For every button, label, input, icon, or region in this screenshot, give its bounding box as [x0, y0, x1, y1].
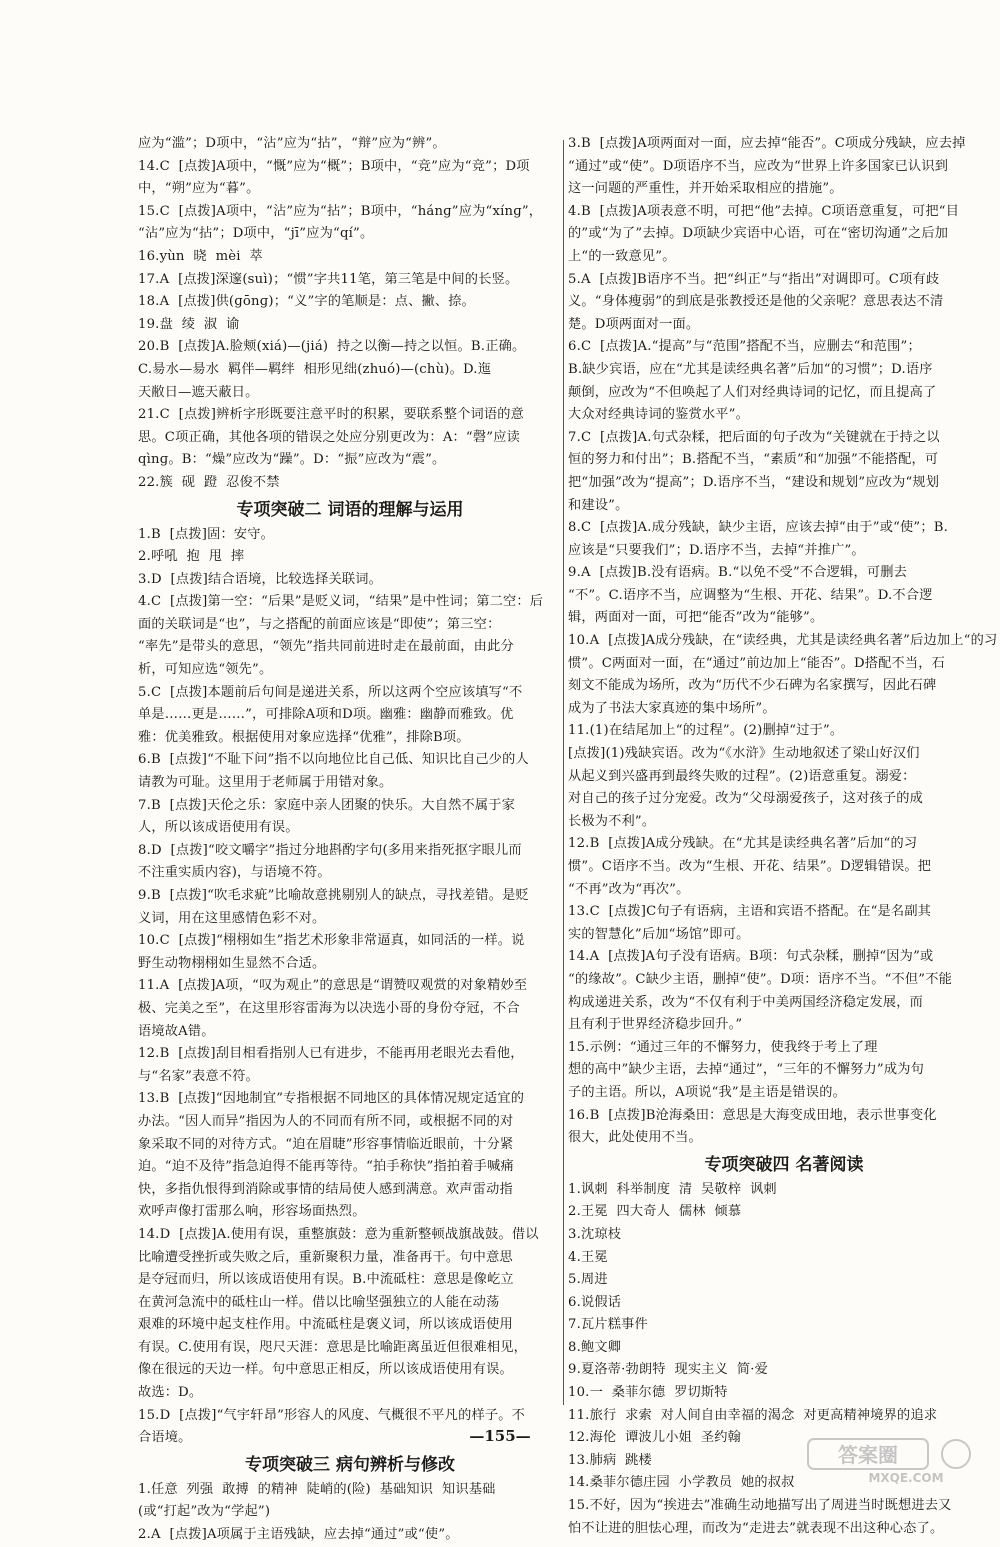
- answer-line: 5.A [点拨]B语序不当。把“纠正”与“指出”对调即可。C项有歧: [568, 271, 940, 287]
- answer-line: 14.桑菲尔德庄园 小学教员 她的叔叔: [568, 1475, 795, 1491]
- watermark-url: MXQE.COM: [868, 1471, 944, 1485]
- answer-line: 迫。“迫不及待”指急迫得不能再等待。“拍手称快”指拍着手喊痛: [138, 1159, 514, 1175]
- answer-line: 13.B [点拨]“因地制宜”专指根据不同地区的具体情况规定适宜的: [138, 1091, 525, 1107]
- answer-line: 长极为不利”。: [568, 813, 656, 829]
- answer-line: 思。C项正确，其他各项的错误之处应分别更改为：A：“磬”应读: [138, 429, 520, 445]
- answer-line: 21.C [点拨]辨析字形既要注意平时的积累，要联系整个词语的意: [138, 407, 525, 423]
- answer-line: 办法。“因人而异”指因为人的不同而有所不同，或根据不同的对: [138, 1113, 514, 1129]
- answer-line: 惯”。C语序不当。改为“生根、开花、结果”。D逻辑错误。把: [568, 859, 932, 874]
- answer-line: 11.旅行 求索 对人间自由幸福的渴念 对更高精神境界的追求: [568, 1407, 938, 1423]
- answer-line: 的”或“为了”去掉。D项缺少宾语中心语，可在“密切沟通”之后加: [568, 226, 949, 242]
- section-heading: 专项突破二 词语的理解与运用: [236, 499, 464, 520]
- answer-line: 对自己的孩子过分宠爱。改为“父母溺爱孩子，这对孩子的成: [568, 791, 924, 807]
- answer-line: 恒的努力和付出”；B.搭配不当，“素质”和“加强”不能搭配，可: [568, 452, 939, 468]
- answer-line: 语境故A错。: [138, 1023, 215, 1039]
- answer-line: “不”。C.语序不当，应调整为“生根、开花、结果”。D.不合逻: [568, 587, 933, 603]
- answer-line: 9.A [点拨]B.没有语病。B.“以免不受”不合逻辑，可删去: [568, 565, 907, 581]
- column-divider: [563, 140, 564, 1405]
- answer-line: 实的智慧化”后加“场馆”即可。: [568, 926, 750, 942]
- answer-line: 17.A [点拨]深邃(suì)；“惯”字共11笔，第三笔是中间的长竖。: [138, 271, 519, 287]
- answer-line: 成为了书法大家真迹的集中场所”。: [568, 700, 776, 716]
- answer-line: “通过”或“使”。D项语序不当，应改为“世界上许多国家已认识到: [568, 158, 949, 174]
- answer-line: 1.B [点拨]固：安守。: [138, 526, 275, 542]
- answer-line: 10.一 桑菲尔德 罗切斯特: [568, 1385, 728, 1401]
- answer-line: 2.A [点拨]A项属于主语残缺，应去掉“通过”或“使”。: [138, 1527, 459, 1543]
- answer-line: 辑，两面对一面，可把“能否”改为“能够”。: [568, 610, 824, 626]
- answer-line: 8.鲍文卿: [568, 1339, 622, 1355]
- answer-line: 怕不让进的胆怯心理，而改为“走进去”就表现不出这种心态了。: [568, 1520, 944, 1536]
- answer-line: 7.瓦片糕事件: [568, 1317, 648, 1333]
- answer-line: “的缘故”。C缺少主语，删掉“使”。D项：语序不当。“不但”不能: [568, 971, 953, 987]
- answer-line: 象采取不同的对待方式。“迫在眉睫”形容事情临近眼前，十分紧: [138, 1136, 514, 1152]
- answer-line: 这一问题的严重性，并开始采取相应的措施”。: [568, 181, 843, 197]
- answer-line: 7.C [点拨]A.句式杂糅，把后面的句子改为“关键就在于持之以: [568, 429, 940, 445]
- watermark-text: 答案圈: [838, 1443, 898, 1467]
- answer-line: 8.C [点拨]A.成分残缺，缺少主语，应该去掉“由于”或“使”；B.: [568, 520, 949, 536]
- answer-line: 10.C [点拨]“栩栩如生”指艺术形象非常逼真，如同活的一样。说: [138, 933, 525, 949]
- answer-line: 18.A [点拨]供(ɡōnɡ)；“义”字的笔顺是：点、撇、捺。: [138, 294, 476, 310]
- answer-line: 中，“朔”应为“暮”。: [138, 181, 260, 197]
- answer-line: 请教为可耻。这里用于老师属于用错对象。: [138, 775, 393, 791]
- answer-line: 刻文不能成为场所，改为“历代不少石碑为名家撰写，因此石碑: [568, 678, 937, 694]
- answer-line: 楚。D项两面对一面。: [568, 316, 700, 332]
- answer-line: 4.王冕: [568, 1249, 608, 1265]
- answer-line: 16.B [点拨]B沧海桑田：意思是大海变成田地，表示世事变化: [568, 1107, 937, 1123]
- answer-line: 人，所以该成语使用有误。: [138, 820, 299, 836]
- answer-line: 22.簇 砚 蹬 忍俊不禁: [138, 474, 280, 490]
- answer-line: 合语境。: [138, 1430, 192, 1446]
- answer-line: 6.B [点拨]“不耻下问”指不以向地位比自己低、知识比自己少的人: [138, 752, 529, 768]
- answer-line: 11.(1)在结尾加上“的过程”。(2)删掉“过于”。: [568, 723, 844, 739]
- answer-line: 把“加强”改为“提高”；D.语序不当，“建设和规划”应改为“规划: [568, 474, 940, 490]
- answer-line: 14.C [点拨]A项中，“慨”应为“概”；B项中，“竞”应为“竞”；D项: [138, 158, 530, 174]
- answer-line: 8.D [点拨]“咬文嚼字”指过分地斟酌字句(多用来指死抠字眼儿而: [138, 842, 522, 858]
- answer-line: 野生动物栩栩如生显然不合适。: [138, 955, 326, 971]
- answer-line: 义。“身体瘦弱”的到底是张教授还是他的父亲呢？意思表达不清: [568, 294, 944, 310]
- answer-line: 1.讽刺 科举制度 清 吴敬梓 讽刺: [568, 1181, 777, 1197]
- answer-line: C.昜水—昜水 羁伴—羁绊 相形见绌(zhuó)—(chù)。D.迤: [138, 361, 492, 377]
- answer-line: 15.C [点拨]A项中，“沾”应为“拈”；B项中，“hánɡ”应为“xínɡ”，: [138, 203, 543, 219]
- answer-line: 很大，此处使用不当。: [568, 1130, 702, 1146]
- answer-line: 极、完美之至”，在这里形容雷海为以决选小哥的身份夺冠，不合: [138, 1000, 520, 1016]
- answer-line: 12.海伦 谭波儿小姐 圣约翰: [568, 1430, 742, 1446]
- answer-line: “不再”改为“再次”。: [568, 881, 690, 897]
- answer-line: 雅：优美雅致。根据使用对象应选择“优雅”，排除B项。: [138, 729, 470, 745]
- answer-line: 1.任意 列强 敢搏 的精神 陡峭的(险) 基础知识 知识基础: [138, 1481, 496, 1497]
- answer-line: 5.C [点拨]本题前后句间是递进关系，所以这两个空应该填写“不: [138, 684, 523, 700]
- answer-line: 面的关联词是“也”，与之搭配的前面应该是“即使”；第三空：: [138, 616, 501, 632]
- answer-line: 子的主语。所以，A项说“我”是主语是错误的。: [568, 1084, 846, 1100]
- answer-line: 12.B [点拨]刮目相看指别人已有进步，不能再用老眼光去看他，: [138, 1046, 524, 1062]
- answer-line: “沾”应为“拈”；D项中，“jī”应为“qí”。: [138, 226, 374, 242]
- answer-line: [点拨](1)残缺宾语。改为“《水浒》生动地叙述了梁山好汉们: [568, 746, 920, 762]
- answer-line: 13.C [点拨]C句子有语病，主语和宾语不搭配。在“是名副其: [568, 904, 932, 920]
- answer-line: 与“名家”表意不符。: [138, 1068, 259, 1084]
- answer-line: 6.C [点拨]A.“提高”与“范围”搭配不当，应删去“和范围”；: [568, 339, 921, 355]
- answer-line: 19.盘 绫 淑 谕: [138, 316, 240, 332]
- answer-line: qìnɡ。B：“燥”应改为“躁”。D：“振”应改为“震”。: [138, 452, 446, 468]
- answer-line: (或“打起”改为“学起”): [138, 1504, 271, 1520]
- answer-line: 11.A [点拨]A项，“叹为观止”的意思是“谓赞叹观赏的对象精妙至: [138, 978, 528, 994]
- answer-line: 15.D [点拨]“气宇轩昂”形容人的风度、气概很不平凡的样子。不: [138, 1407, 526, 1423]
- answer-line: 3.D [点拨]结合语境，比较选择关联词。: [138, 571, 383, 587]
- answer-line: 15.不好，因为“挨进去”准确生动地描写出了周进当时既想进去又: [568, 1498, 952, 1514]
- answer-line: 故选：D。: [138, 1385, 203, 1401]
- answer-line: “率先”是带头的意思，“领先”指共同前进时走在最前面，由此分: [138, 639, 514, 655]
- answer-line: 13.肺病 跳楼: [568, 1452, 652, 1468]
- answer-line: 4.C [点拨]第一空：“后果”是贬义词，“结果”是中性词；第二空：后: [138, 594, 544, 610]
- answer-line: 艰难的环境中起支柱作用。中流砥柱是褒义词，所以该成语使用: [138, 1317, 513, 1333]
- answer-line: 5.周进: [568, 1272, 608, 1288]
- answer-line: 10.A [点拨]A成分残缺，在“读经典，尤其是读经典名著”后边加上“的习: [568, 633, 998, 649]
- answer-line: 在黄河急流中的砥柱山一样。借以比喻坚强独立的人能在动荡: [138, 1294, 500, 1310]
- answer-line: 3.沈琼枝: [568, 1226, 622, 1242]
- answer-line: 2.呼吼 抱 甩 摔: [138, 549, 245, 565]
- answer-line: 上“的一致意见”。: [568, 248, 676, 264]
- answer-line: 应为“滥”；D项中，“沾”应为“拈”，“辩”应为“辨”。: [138, 136, 446, 151]
- answer-line: 9.B [点拨]“吹毛求疵”比喻故意挑剔别人的缺点，寻找差错。是贬: [138, 888, 529, 903]
- answer-line: 2.王冕 四大奇人 儒林 倾慕: [568, 1204, 742, 1220]
- answer-line: 析，可知应选“领先”。: [138, 662, 273, 678]
- answer-line: 像在很远的天边一样。句中意思正相反，所以该成语使用有误。: [138, 1362, 513, 1378]
- section-heading: 专项突破四 名著阅读: [704, 1154, 864, 1175]
- answer-line: 大众对经典诗词的鉴赏水平”。: [568, 407, 749, 423]
- answer-line: 构成递进关系，改为“不仅有利于中美两国经济稳定发展，而: [568, 994, 924, 1010]
- page-number: —155—: [469, 1427, 531, 1445]
- section-heading: 专项突破三 病句辨析与修改: [245, 1454, 455, 1475]
- answer-line: 6.说假话: [568, 1294, 622, 1310]
- right-column: [568, 133, 1000, 1540]
- answer-line: 12.B [点拨]A成分残缺。在“尤其是读经典名著”后加“的习: [568, 836, 918, 852]
- answer-line: 惯”。C两面对一面，在“通过”前边加上“能否”。D搭配不当，石: [568, 655, 946, 671]
- answer-line: 4.B [点拨]A项表意不明，可把“他”去掉。C项语意重复，可把“目: [568, 203, 960, 219]
- left-column: [138, 133, 562, 1547]
- answer-line: 14.D [点拨]A.使用有误，重整旗鼓：意为重新整顿战旗战鼓。借以: [138, 1226, 539, 1242]
- answer-line: 不注重实质内容)，与语境不符。: [138, 865, 331, 881]
- answer-line: B.缺少宾语，应在“尤其是读经典名著”后加“的习惯”；D.语序: [568, 361, 933, 377]
- answer-line: 16.yùn 晓 mèi 萃: [138, 248, 263, 264]
- answer-line: 应该是“只要我们”；D.语序不当，去掉“并推广”。: [568, 542, 865, 558]
- answer-line: 欢呼声像打雷那么响，形容场面热烈。: [138, 1204, 366, 1220]
- answer-line: 14.A [点拨]A句子没有语病。B项：句式杂糅，删掉“因为”或: [568, 949, 934, 965]
- watermark-logo: [806, 1437, 986, 1485]
- answer-line: 单是……更是……”，可排除A项和D项。幽雅：幽静而雅致。优: [138, 707, 514, 723]
- answer-line: 3.B [点拨]A项两面对一面，应去掉“能否”。C项成分残缺，应去掉: [568, 136, 966, 151]
- answer-line: 从起义到兴盛再到最终失败的过程”。(2)语意重复。溺爱：: [568, 768, 916, 784]
- answer-line: 是夺冠而归，所以该成语使用有误。B.中流砥柱：意思是像屹立: [138, 1272, 514, 1288]
- answer-line: 快，多指仇恨得到消除或事情的结局使人感到满意。欢声雷动指: [138, 1181, 513, 1197]
- answer-line: 且有利于世界经济稳步回升。”: [568, 1017, 743, 1033]
- answer-line: 颠倒，应改为“不但唤起了人们对经典诗词的记忆，而且提高了: [568, 384, 937, 400]
- answer-line: 比喻遭受挫折或失败之后，重新聚积力量，准备再干。句中意思: [138, 1249, 513, 1265]
- answer-line: 想的高中”缺少主语，去掉“通过”，“三年的不懈努力”成为句: [568, 1062, 925, 1078]
- answer-line: 和建设”。: [568, 497, 629, 513]
- answer-line: 有误。C.使用有误，咫尺天涯：意思是比喻距离虽近但很难相见，: [138, 1339, 528, 1355]
- answer-line: 15.示例：“通过三年的不懈努力，使我终于考上了理: [568, 1039, 878, 1055]
- answer-line: 天敝日—遮天蔽日。: [138, 384, 259, 400]
- answer-line: 20.B [点拨]A.脸颊(xiá)—(jiá) 持之以衡—持之以恒。B.正确。: [138, 339, 526, 355]
- answer-line: 义词，用在这里感情色彩不对。: [138, 910, 326, 926]
- answer-line: 9.夏洛蒂·勃朗特 现实主义 简·爱: [568, 1362, 768, 1378]
- answer-line: 7.B [点拨]天伦之乐：家庭中亲人团聚的快乐。大自然不属于家: [138, 797, 516, 813]
